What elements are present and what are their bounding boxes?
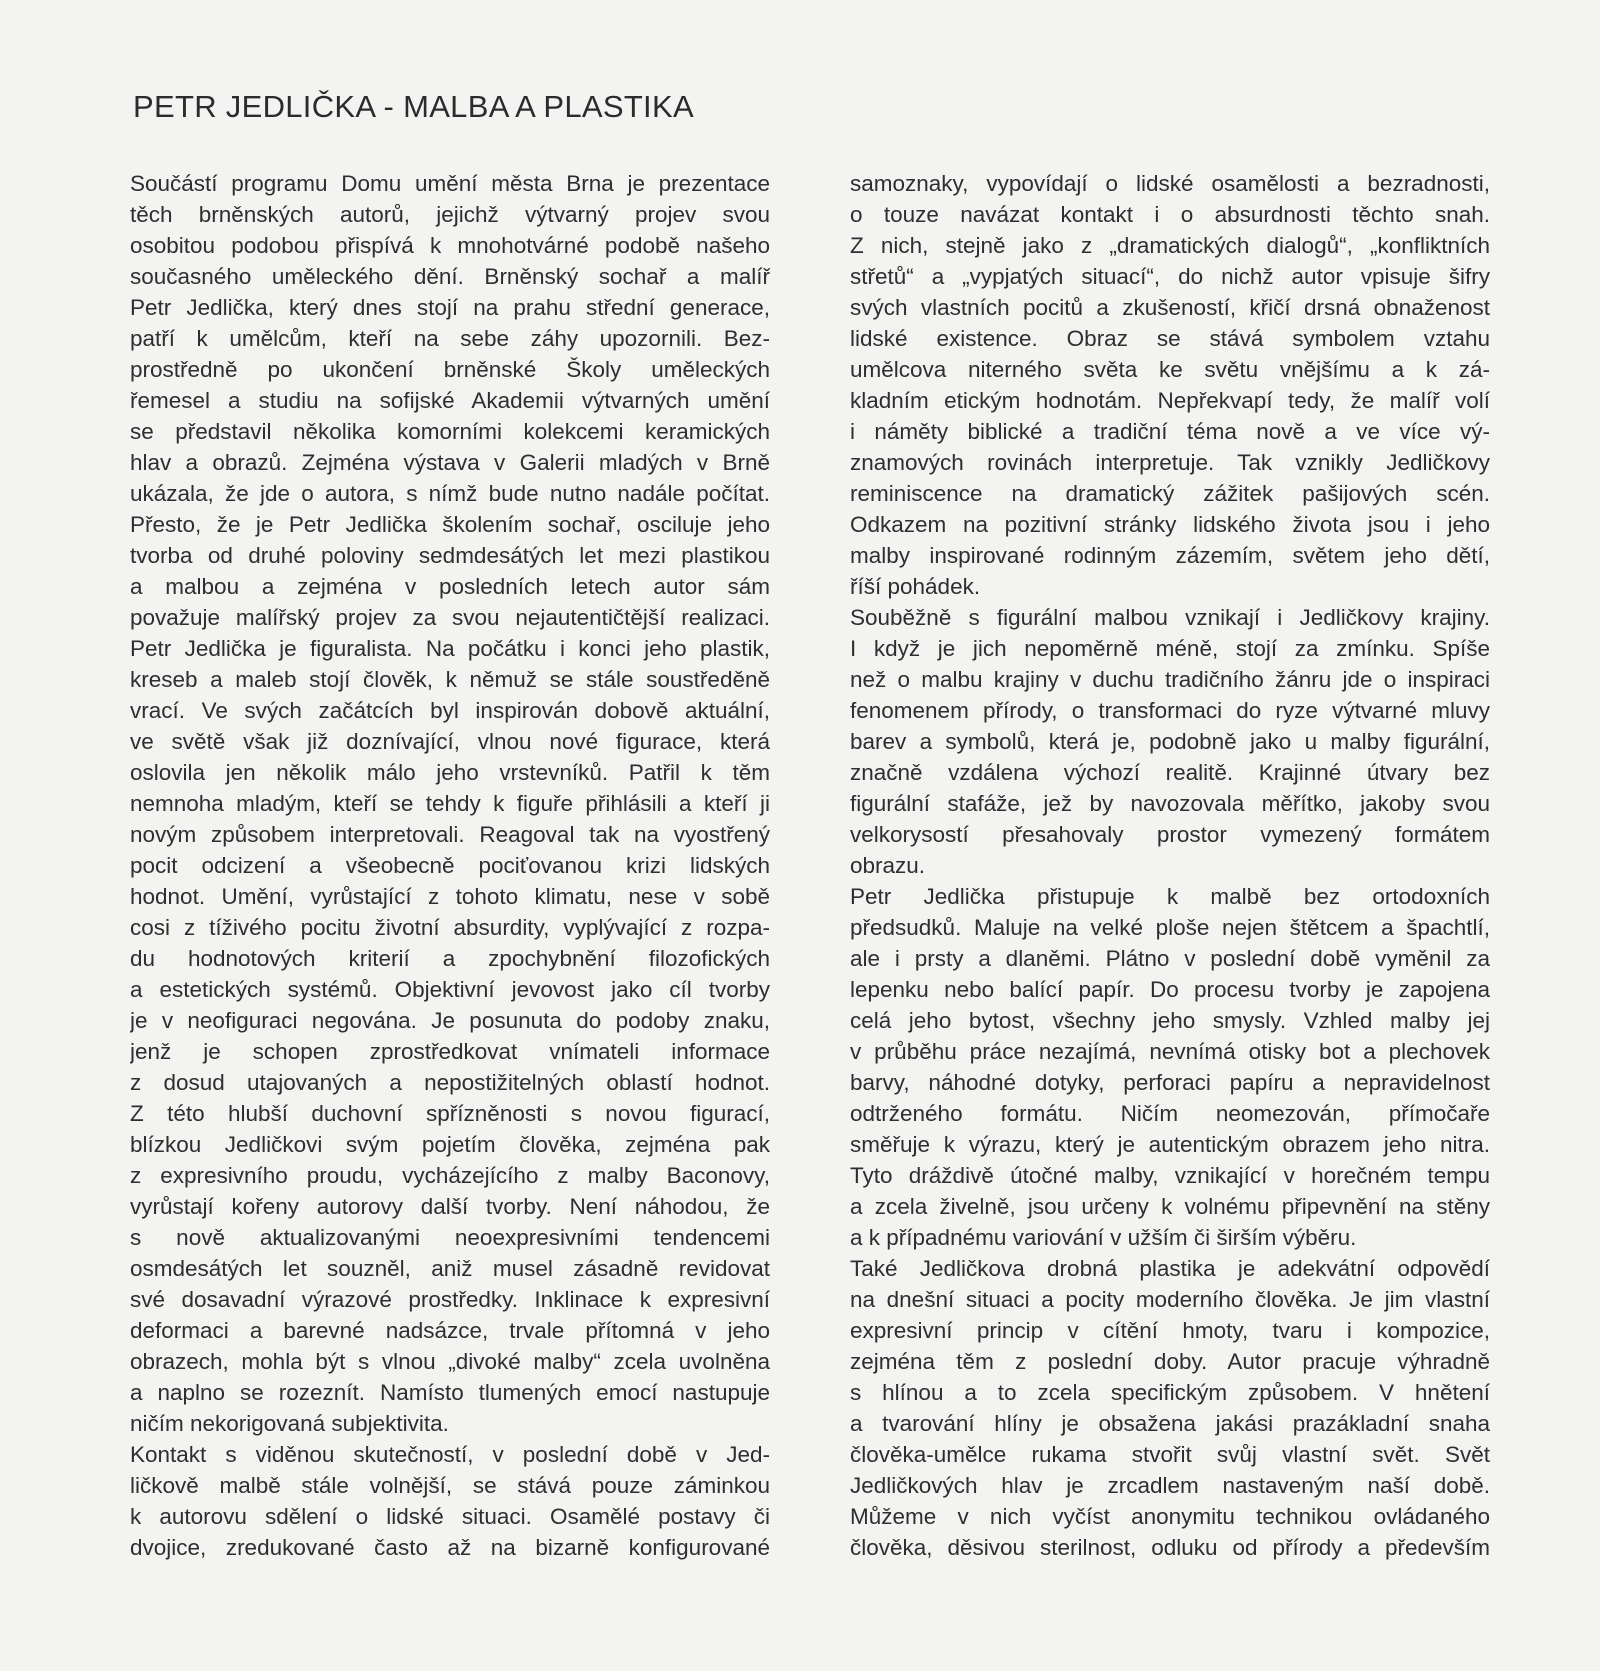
text-line: a malbou a zejména v posledních letech autor sám — [130, 574, 770, 599]
text-line: kreseb a maleb stojí člověk, k němuž se stále soustředěně — [130, 667, 770, 692]
text-line: značně vzdálena výchozí realitě. Krajinné útvary bez — [850, 760, 1490, 785]
text-line: osmdesátých let souzněl, aniž musel zásadně revidovat — [130, 1256, 770, 1281]
text-line: samoznaky, vypovídají o lidské osamělosti a bezradnosti, — [850, 171, 1490, 196]
text-line: svých vlastních pocitů a zkušeností, křičí drsná obnaženost — [850, 295, 1490, 320]
text-line: a k případnému variování v užším či širším výběru. — [850, 1225, 1357, 1250]
text-line: barvy, náhodné dotyky, perforaci papíru a nepravidelnost — [850, 1070, 1490, 1095]
text-line: i náměty biblické a tradiční téma nově a ve více vý- — [850, 419, 1490, 444]
text-line: těch brněnských autorů, jejichž výtvarný projev svou — [130, 202, 770, 227]
text-line: hodnot. Umění, vyrůstající z tohoto klimatu, nese v sobě — [130, 884, 770, 909]
text-line: pocit odcizení a všeobecně pociťovanou krizi lidských — [130, 853, 770, 878]
text-line: Petr Jedlička je figuralista. Na počátku i konci jeho plastik, — [130, 636, 770, 661]
text-line: Petr Jedlička přistupuje k malbě bez ortodoxních — [850, 884, 1490, 909]
text-line: prostředně po ukončení brněnské Školy uměleckých — [130, 357, 770, 382]
text-line: z expresivního proudu, vycházejícího z malby Baconovy, — [130, 1163, 770, 1188]
text-line: barev a symbolů, která je, podobně jako u malby figurální, — [850, 729, 1490, 754]
text-line: lepenku nebo balící papír. Do procesu tvorby je zapojena — [850, 977, 1490, 1002]
text-line: obrazech, mohla být s vlnou „divoké malby“ zcela uvolněna — [130, 1349, 770, 1374]
text-line: s hlínou a to zcela specifickým způsobem. V hnětení — [850, 1380, 1490, 1405]
text-line: Přesto, že je Petr Jedlička školením sochař, osciluje jeho — [130, 512, 770, 537]
text-line: osobitou podobou přispívá k mnohotvárné podobě našeho — [130, 233, 770, 258]
text-line: Odkazem na pozitivní stránky lidského života jsou i jeho — [850, 512, 1490, 537]
text-line: ale i prsty a dlaněmi. Plátno v poslední době vyměnil za — [850, 946, 1490, 971]
text-line: Kontakt s viděnou skutečností, v poslední době v Jed- — [130, 1442, 770, 1467]
text-line: se představil několika komorními kolekcemi keramických — [130, 419, 770, 444]
text-line: expresivní princip v cítění hmoty, tvaru i kompozice, — [850, 1318, 1490, 1343]
text-line: novým způsobem interpretovali. Reagoval tak na vyostřený — [130, 822, 770, 847]
text-line: obrazu. — [850, 853, 926, 878]
text-line: předsudků. Maluje na velké ploše nejen štětcem a špachtlí, — [850, 915, 1490, 940]
text-line: fenomenem přírody, o transformaci do ryze výtvarné mluvy — [850, 698, 1490, 723]
text-line: jenž je schopen zprostředkovat vnímateli informace — [130, 1039, 770, 1064]
text-line: o touze navázat kontakt i o absurdnosti těchto snah. — [850, 202, 1490, 227]
text-line: než o malbu krajiny v duchu tradičního žánru jde o inspiraci — [850, 667, 1490, 692]
text-line: střetů“ a „vypjatých situací“, do nichž autor vpisuje šifry — [850, 264, 1490, 289]
text-line: Petr Jedlička, který dnes stojí na prahu střední generace, — [130, 295, 770, 320]
text-line: člověka-umělce rukama stvořit svůj vlastní svět. Svět — [850, 1442, 1490, 1467]
text-line: Můžeme v nich vyčíst anonymitu technikou ovládaného — [850, 1504, 1490, 1529]
text-line: Z této hlubší duchovní spřízněnosti s novou figurací, — [130, 1101, 770, 1126]
text-line: v průběhu práce nezajímá, nevnímá otisky bot a plechovek — [850, 1039, 1490, 1064]
text-line: velkorysostí přesahovaly prostor vymezený formátem — [850, 822, 1490, 847]
text-line: na dnešní situaci a pocity moderního člověka. Je jim vlastní — [850, 1287, 1490, 1312]
page-title: PETR JEDLIČKA - MALBA A PLASTIKA — [133, 89, 694, 124]
text-line: z dosud utajovaných a nepostižitelných oblastí hodnot. — [130, 1070, 770, 1095]
text-line: považuje malířský projev za svou nejautentičtější realizaci. — [130, 605, 770, 630]
text-line: řemesel a studiu na sofijské Akademii výtvarných umění — [130, 388, 770, 413]
text-line: Také Jedličkova drobná plastika je adekvátní odpovědí — [850, 1256, 1490, 1281]
text-line: deformaci a barevné nadsázce, trvale přítomná v jeho — [130, 1318, 770, 1343]
text-line: je v neofiguraci negována. Je posunuta do podoby znaku, — [130, 1008, 770, 1033]
text-line: a tvarování hlíny je obsažena jakási prazákladní snaha — [850, 1411, 1490, 1436]
text-line: Součástí programu Domu umění města Brna je prezentace — [130, 171, 770, 196]
text-line: nemnoha mladým, kteří se tehdy k figuře přihlásili a kteří ji — [130, 791, 770, 816]
text-line: odtrženého formátu. Ničím neomezován, přímočaře — [850, 1101, 1490, 1126]
text-line: a naplno se rozeznít. Namísto tlumených emocí nastupuje — [130, 1380, 770, 1405]
text-line: cosi z tíživého pocitu životní absurdity, vyplývající z rozpa- — [130, 915, 770, 940]
text-line: ničím nekorigovaná subjektivita. — [130, 1411, 449, 1436]
text-line: umělcova niterného světa ke světu vnějšímu a k zá- — [850, 357, 1490, 382]
text-line: tvorba od druhé poloviny sedmdesátých let mezi plastikou — [130, 543, 770, 568]
text-line: kladním etickým hodnotám. Nepřekvapí tedy, že malíř volí — [850, 388, 1490, 413]
text-line: Tyto dráždivě útočné malby, vznikající v horečném tempu — [850, 1163, 1490, 1188]
text-line: lidské existence. Obraz se stává symbolem vztahu — [850, 326, 1490, 351]
text-line: hlav a obrazů. Zejména výstava v Galerii mladých v Brně — [130, 450, 770, 475]
text-line: znamových rovinách interpretuje. Tak vznikly Jedličkovy — [850, 450, 1490, 475]
text-line: figurální stafáže, jež by navozovala měřítko, jakoby svou — [850, 791, 1490, 816]
text-line: vrací. Ve svých začátcích byl inspirován dobově aktuální, — [130, 698, 770, 723]
text-line: I když je jich nepoměrně méně, stojí za zmínku. Spíše — [850, 636, 1490, 661]
text-line: blízkou Jedličkovi svým pojetím člověka, zejména pak — [130, 1132, 770, 1157]
text-line: ve světě však již doznívající, vlnou nové figurace, která — [130, 729, 770, 754]
text-line: du hodnotových kriterií a zpochybnění filozofických — [130, 946, 770, 971]
text-line: dvojice, zredukované často až na bizarně konfigurované — [130, 1535, 770, 1560]
right-text-column — [850, 168, 1490, 1563]
text-line: člověka, děsivou sterilnost, odluku od přírody a především — [850, 1535, 1490, 1560]
text-line: své dosavadní výrazové prostředky. Inklinace k expresivní — [130, 1287, 770, 1312]
text-line: zejména těm z poslední doby. Autor pracuje výhradně — [850, 1349, 1490, 1374]
text-line: říší pohádek. — [850, 574, 981, 599]
text-line: Z nich, stejně jako z „dramatických dialogů“, „konfliktních — [850, 233, 1490, 258]
text-line: k autorovu sdělení o lidské situaci. Osamělé postavy či — [130, 1504, 770, 1529]
text-line: současného uměleckého dění. Brněnský sochař a malíř — [130, 264, 770, 289]
text-line: směřuje k výrazu, který je autentickým obrazem jeho nitra. — [850, 1132, 1490, 1157]
text-line: malby inspirované rodinným zázemím, světem jeho dětí, — [850, 543, 1490, 568]
text-line: s nově aktualizovanými neoexpresivními tendencemi — [130, 1225, 770, 1250]
text-line: celá jeho bytost, všechny jeho smysly. Vzhled malby jej — [850, 1008, 1490, 1033]
text-line: vyrůstají kořeny autorovy další tvorby. Není náhodou, že — [130, 1194, 770, 1219]
text-line: ukázala, že jde o autora, s nímž bude nutno nadále počítat. — [130, 481, 770, 506]
text-line: reminiscence na dramatický zážitek pašijových scén. — [850, 481, 1490, 506]
left-text-column — [130, 168, 770, 1563]
text-line: Souběžně s figurální malbou vznikají i Jedličkovy krajiny. — [850, 605, 1490, 630]
text-line: ličkově malbě stále volnější, se stává pouze záminkou — [130, 1473, 770, 1498]
text-line: a estetických systémů. Objektivní jevovost jako cíl tvorby — [130, 977, 770, 1002]
text-line: a zcela živelně, jsou určeny k volnému připevnění na stěny — [850, 1194, 1490, 1219]
text-line: Jedličkových hlav je zrcadlem nastaveným naší době. — [850, 1473, 1490, 1498]
text-line: patří k umělcům, kteří na sebe záhy upozornili. Bez- — [130, 326, 770, 351]
text-line: oslovila jen několik málo jeho vrstevníků. Patřil k těm — [130, 760, 770, 785]
